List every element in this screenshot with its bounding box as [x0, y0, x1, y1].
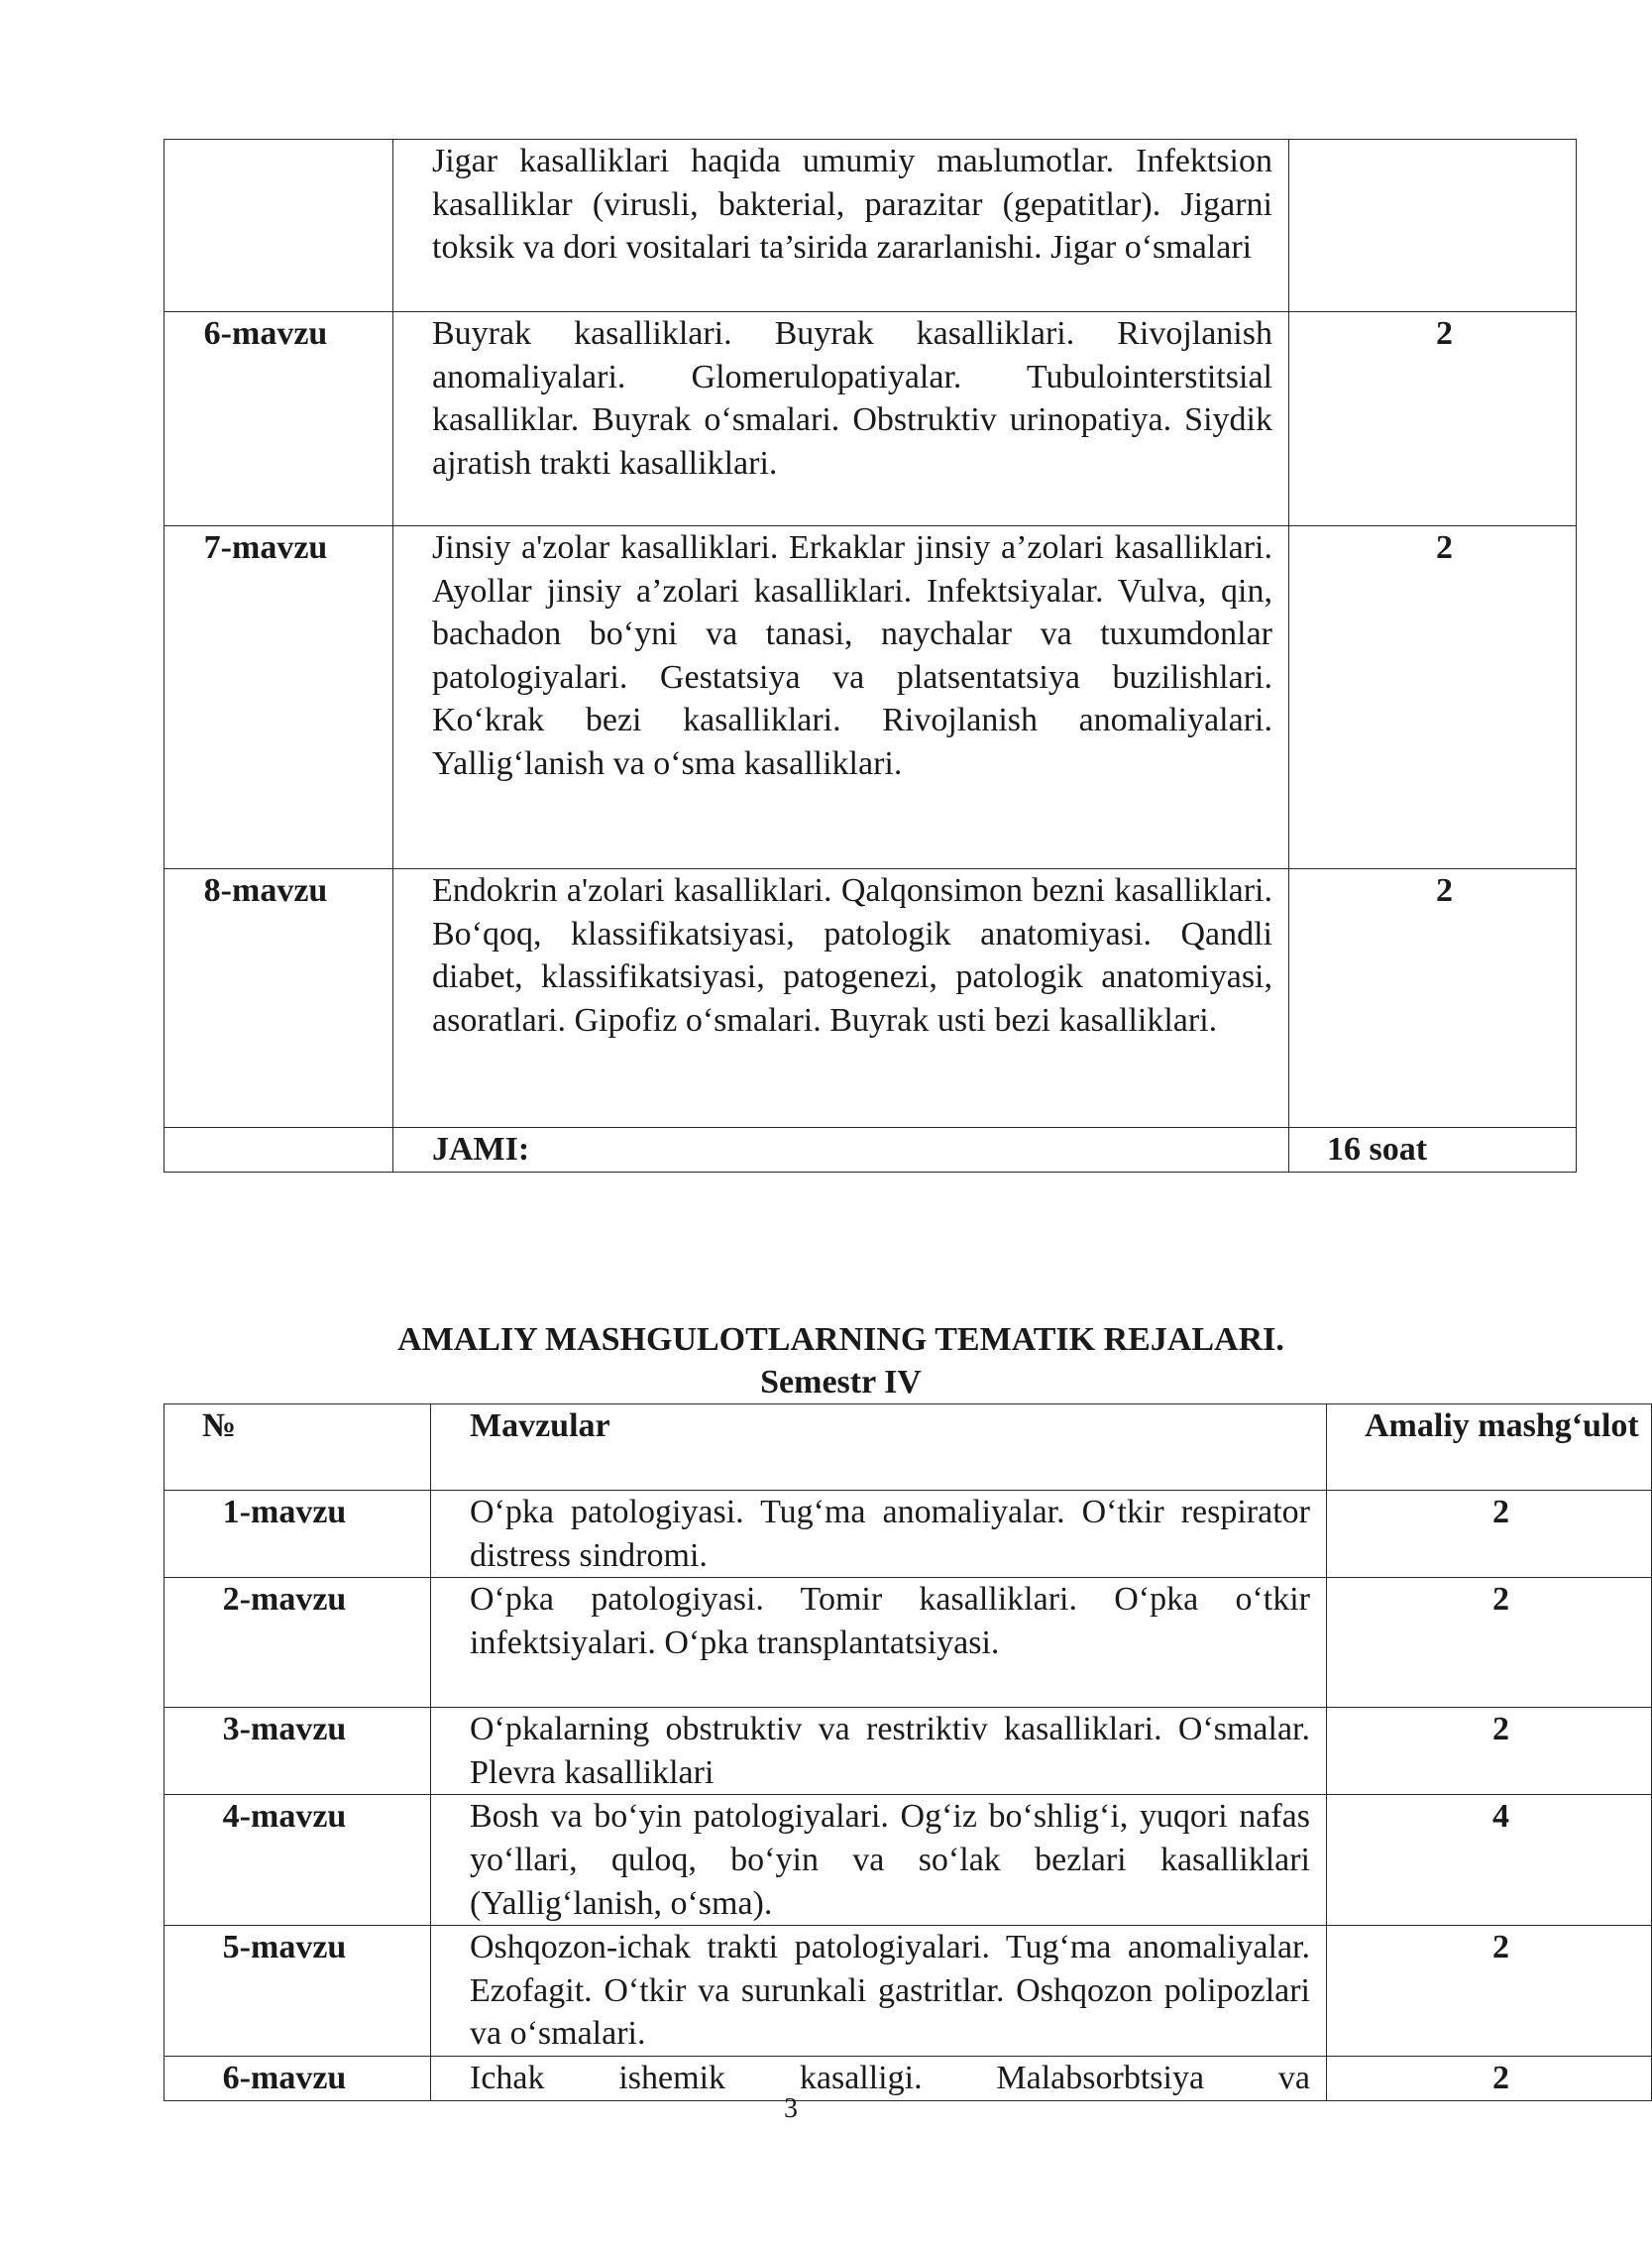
total-label: JAMI: [393, 1128, 1289, 1173]
topic-number-cell: 2-mavzu [165, 1578, 431, 1708]
topic-number-cell: 6-mavzu [165, 312, 393, 526]
topic-description-cell: O‘pkalarning obstruktiv va restriktiv kasalliklari. O‘smalar. Plevra kasalliklari [431, 1708, 1327, 1795]
topic-description-cell: O‘pka patologiyasi. Tug‘ma anomaliyalar. O‘tkir respirator distress sindromi. [431, 1491, 1327, 1578]
table-row [165, 526, 1577, 869]
topic-number-cell: 6-mavzu [165, 2056, 431, 2100]
hours-cell: 2 [1289, 312, 1577, 526]
page-number: 3 [784, 2093, 798, 2124]
topic-description-cell: Jigar kasalliklari haqida umumiy maьlumotlar. Infektsion kasalliklar (virusli, bakterial, parazitar (gepatitlar). Jigarni toksik va dori vositalari ta’sirida zararlanishi. Jigar o‘smalari [393, 140, 1289, 312]
hours-cell: 2 [1327, 2056, 1652, 2100]
table-row [165, 1795, 1652, 1926]
topics-table-practical [164, 1403, 1652, 2101]
table-row [165, 869, 1577, 1128]
topic-number-cell: 3-mavzu [165, 1708, 431, 1795]
table-header-row [165, 1404, 1652, 1491]
hours-cell: 2 [1327, 1708, 1652, 1795]
table-row [165, 1708, 1652, 1795]
empty-cell [165, 1128, 393, 1173]
total-row [165, 1128, 1577, 1173]
section-subtitle: Semestr IV [760, 1364, 922, 1401]
topic-number-cell: 5-mavzu [165, 1926, 431, 2057]
hours-cell [1289, 140, 1577, 312]
topic-description-cell: Endokrin a'zolari kasalliklari. Qalqonsimon bezni kasalliklari. Bo‘qoq, klassifikatsiyasi, patologik anatomiyasi. Qandli diabet, klassifikatsiyasi, patogenezi, patologik anatomiyasi, asoratlari. Gipofiz o‘smalari. Buyrak usti bezi kasalliklari. [393, 869, 1289, 1128]
topic-number-cell: 4-mavzu [165, 1795, 431, 1926]
column-header-topics: Mavzular [431, 1404, 1327, 1491]
column-header-hours: Amaliy mashg‘ulot [1327, 1404, 1652, 1491]
topics-table-lectures [164, 139, 1577, 1173]
topic-description-cell: Oshqozon-ichak trakti patologiyalari. Tug‘ma anomaliyalar. Ezofagit. O‘tkir va surunkali gastritlar. Oshqozon polipozlari va o‘smalari. [431, 1926, 1327, 2057]
section-title: AMALIY MASHGULOTLARNING TEMATIK REJALARI. [397, 1321, 1284, 1358]
topic-description-cell: Bosh va bo‘yin patologiyalari. Og‘iz bo‘shlig‘i, yuqori nafas yo‘llari, quloq, bo‘yin va so‘lak bezlari kasalliklari (Yallig‘lanish, o‘sma). [431, 1795, 1327, 1926]
hours-cell: 2 [1327, 1578, 1652, 1708]
total-value: 16 soat [1289, 1128, 1577, 1173]
topic-number-cell: 1-mavzu [165, 1491, 431, 1578]
topic-description-cell: Buyrak kasalliklari. Buyrak kasalliklari. Rivojlanish anomaliyalari. Glomerulopatiyalar. Tubulointerstitsial kasalliklar. Buyrak o‘smalari. Obstruktiv urinopatiya. Siydik ajratish trakti kasalliklari. [393, 312, 1289, 526]
topic-number-cell: 7-mavzu [165, 526, 393, 869]
topic-number-cell: 8-mavzu [165, 869, 393, 1128]
table-row [165, 1491, 1652, 1578]
table-row [165, 1926, 1652, 2057]
topic-description-cell: Jinsiy a'zolar kasalliklari. Erkaklar jinsiy a’zolari kasalliklari. Ayollar jinsiy a’zolari kasalliklari. Infektsiyalar. Vulva, qin, bachadon bo‘yni va tanasi, naychalar va tuxumdonlar patologiyalari. Gestatsiya va platsentatsiya buzilishlari. Ko‘krak bezi kasalliklari. Rivojlanish anomaliyalari. Yallig‘lanish va o‘sma kasalliklari. [393, 526, 1289, 869]
table-row [165, 1578, 1652, 1708]
column-header-number: № [165, 1404, 431, 1491]
hours-cell: 4 [1327, 1795, 1652, 1926]
table-row [165, 312, 1577, 526]
hours-cell: 2 [1327, 1926, 1652, 2057]
hours-cell: 2 [1289, 526, 1577, 869]
topic-description-text: Ichak ishemik kasalligi. Malabsorbtsiya va [470, 2059, 1310, 2096]
topic-number-cell [165, 140, 393, 312]
hours-cell: 2 [1327, 1491, 1652, 1578]
table-row [165, 140, 1577, 312]
hours-cell: 2 [1289, 869, 1577, 1128]
topic-description-cell: O‘pka patologiyasi. Tomir kasalliklari. O‘pka o‘tkir infektsiyalari. O‘pka transplantatsiyasi. [431, 1578, 1327, 1708]
